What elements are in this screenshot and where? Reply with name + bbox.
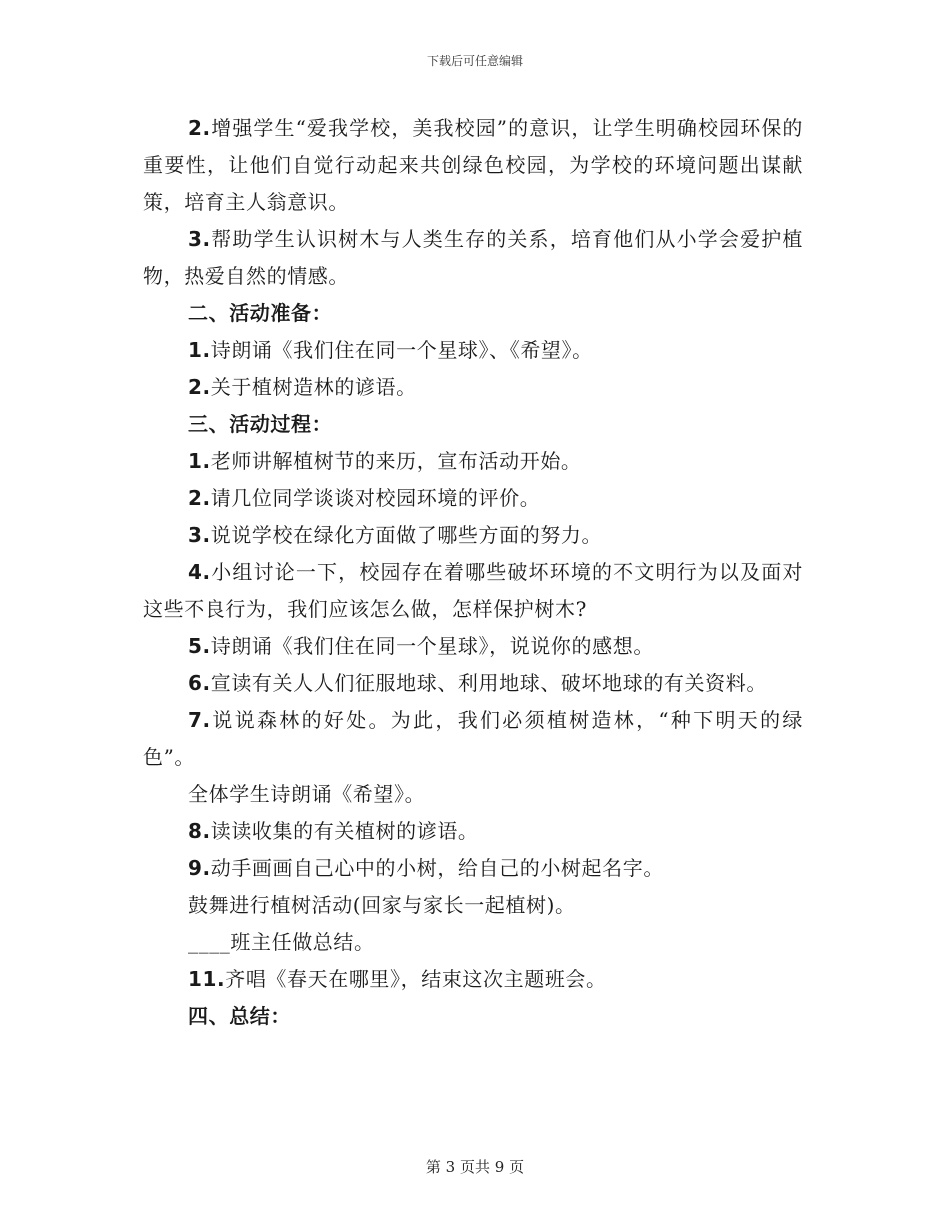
paragraph-goal-2 <box>143 110 803 221</box>
paragraph-text: 诗朗诵《我们住在同一个星球》、《希望》。 <box>210 338 593 362</box>
paragraph-text: 动手画画自己心中的小树，给自己的小树起名字。 <box>210 856 664 880</box>
item-number: 2. <box>188 375 211 399</box>
process-item-4 <box>143 554 803 628</box>
item-number: 7. <box>188 708 211 732</box>
process-item-9 <box>143 850 803 887</box>
page-header: 下载后可任意编辑 <box>426 54 523 68</box>
prep-item-1 <box>143 332 803 369</box>
paragraph-text: 请几位同学谈谈对校园环境的评价。 <box>210 486 541 510</box>
process-item-5 <box>143 628 803 665</box>
item-number: 4. <box>188 560 211 584</box>
paragraph-text: 宣读有关人人们征服地球、利用地球、破坏地球的有关资料。 <box>210 671 767 695</box>
item-number: 5. <box>188 634 211 658</box>
process-item-11 <box>143 961 803 998</box>
item-number: 6. <box>188 671 211 695</box>
item-number: 2. <box>188 116 211 140</box>
paragraph-text: 齐唱《春天在哪里》，结束这次主题班会。 <box>225 967 607 991</box>
process-item-8 <box>143 813 803 850</box>
paragraph-text: 读读收集的有关植树的谚语。 <box>210 819 479 843</box>
paragraph-text: 增强学生“爱我学校，美我校园”的意识，让学生明确校园环保的重要性，让他们自觉行动起来共创绿色校园，为学校的环境问题出谋献策，培育主人翁意识。 <box>143 116 803 214</box>
process-item-6 <box>143 665 803 702</box>
paragraph-text: 鼓舞进行植树活动(回家与家长一起植树)。 <box>188 893 576 917</box>
item-number: 1. <box>188 338 211 362</box>
process-note-recital <box>143 776 803 813</box>
item-number: 1. <box>188 449 211 473</box>
paragraph-text: 关于植树造林的谚语。 <box>210 375 417 399</box>
item-number: 3. <box>188 523 211 547</box>
item-number: 9. <box>188 856 211 880</box>
process-item-7 <box>143 702 803 776</box>
item-number: 3. <box>188 227 211 251</box>
paragraph-goal-3 <box>143 221 803 295</box>
process-item-2 <box>143 480 803 517</box>
document-body <box>143 110 803 1035</box>
paragraph-text: 说说森林的好处。为此，我们必须植树造林，“种下明天的绿色”。 <box>143 708 803 769</box>
paragraph-text: 帮助学生认识树木与人类生存的关系，培育他们从小学会爱护植物，热爱自然的情感。 <box>143 227 803 288</box>
process-note-planting <box>143 887 803 924</box>
page-footer: 第 3 页共 9 页 <box>425 1158 525 1176</box>
section-heading-summary: 四、总结： <box>188 1004 291 1028</box>
paragraph-text: 小组讨论一下，校园存在着哪些破坏环境的不文明行为以及面对这些不良行为，我们应该怎么做，怎样保护树木? <box>143 560 803 621</box>
prep-item-2 <box>143 369 803 406</box>
section-heading-preparation: 二、活动准备： <box>188 301 333 325</box>
item-number: 8. <box>188 819 211 843</box>
process-item-1 <box>143 443 803 480</box>
paragraph-text: 全体学生诗朗诵《希望》。 <box>188 782 426 806</box>
paragraph-text: 老师讲解植树节的来历，宣布活动开始。 <box>210 449 582 473</box>
process-note-summary <box>143 924 803 961</box>
paragraph-text: ____班主任做总结。 <box>188 930 375 954</box>
item-number: 2. <box>188 486 211 510</box>
section-heading-process: 三、活动过程： <box>188 412 333 436</box>
item-number: 11. <box>188 967 226 991</box>
paragraph-text: 诗朗诵《我们住在同一个星球》，说说你的感想。 <box>210 634 654 658</box>
process-item-3 <box>143 517 803 554</box>
paragraph-text: 说说学校在绿化方面做了哪些方面的努力。 <box>210 523 603 547</box>
